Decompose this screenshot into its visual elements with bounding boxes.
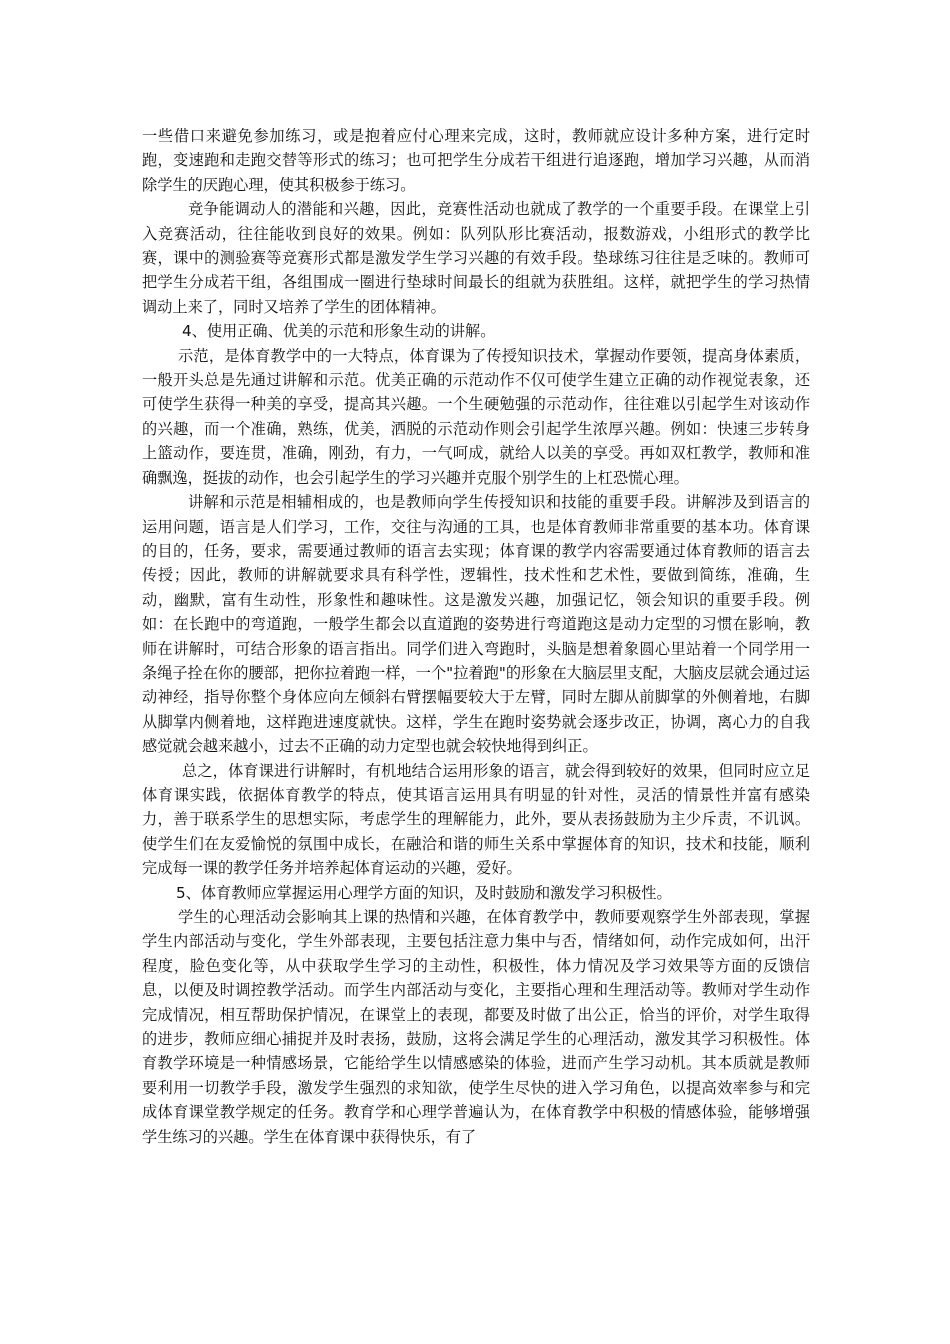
document-body [142,124,810,1149]
paragraph-6: 学生的心理活动会影响其上课的热情和兴趣，在体育教学中，教师要观察学生外部表现，掌握学生内部活动与变化，学生外部表现，主要包括注意力集中与否，情绪如何，动作完成如何，出汗程度，脸色变化等，从中获取学生学习的主动性，积极性，体力情况及学习效果等方面的反馈信息，以便及时调控教学活动。而学生内部活动与变化，主要指心理和生理活动等。教师对学生动作完成情况，相互帮助保护情况，在课堂上的表现，都要及时做了出公正，恰当的评价，对学生取得的进步，教师应细心捕捉并及时表扬，鼓励，这将会满足学生的心理活动，激发其学习积极性。体育教学环境是一种情感场景，它能给学生以情感感染的体验，进而产生学习动机。其本质就是教师要利用一切教学手段，激发学生强烈的求知欲，使学生尽快的进入学习角色，以提高效率参与和完成体育课堂教学规定的任务。教育学和心理学普遍认为，在体育教学中积极的情感体验，能够增强学生练习的兴趣。学生在体育课中获得快乐，有了 [142,908,810,1146]
paragraph-5: 总之，体育课进行讲解时，有机地结合运用形象的语言，就会得到较好的效果，但同时应立足体育课实践，依据体育教学的特点，使其语言运用具有明显的针对性，灵活的情景性并富有感染力，善于联系学生的思想实际，考虑学生的理解能力，此外，要从表扬鼓励为主少斥责，不讥讽。使学生们在友爱愉悦的氛围中成长，在融洽和谐的师生关系中掌握体育的知识，技术和技能，顺利完成每一课的教学任务并培养起体育运动的兴趣，爱好。 [142,761,810,878]
section-heading-5: 5、体育教师应掌握运用心理学方面的知识，及时鼓励和激发学习积极性。 [176,883,672,902]
section-heading-4: 4、使用正确、优美的示范和形象生动的讲解。 [182,322,496,341]
paragraph-3: 示范，是体育教学中的一大特点，体育课为了传授知识技术，掌握动作要领，提高身体素质，一般开头总是先通过讲解和示范。优美正确的示范动作不仅可使学生建立正确的动作视觉表象，还可使学生获得一种美的享受，提高其兴趣。一个生硬勉强的示范动作，往往难以引起学生对该动作的兴趣，而一个准确，熟练，优美，洒脱的示范动作则会引起学生浓厚兴趣。例如：快速三步转身上篮动作，要连贯，准确，刚劲，有力，一气呵成，就给人以美的享受。再如双杠教学，教师和准确飘逸，挺拔的动作，也会引起学生的学习兴趣并克服个别学生的上杠恐慌心理。 [142,346,810,487]
paragraph-2: 竞争能调动人的潜能和兴趣，因此，竞赛性活动也就成了教学的一个重要手段。在课堂上引入竞赛活动，往往能收到良好的效果。例如：队列队形比赛活动，报数游戏，小组形式的教学比赛，课中的测验赛等竞赛形式都是激发学生学习兴趣的有效手段。垫球练习往往是乏味的。教师可把学生分成若干组，各组围成一圈进行垫球时间最长的组就为获胜组。这样，就把学生的学习热情调动上来了，同时又培养了学生的团体精神。 [142,200,810,316]
paragraph-1: 一些借口来避免参加练习，或是抱着应付心理来完成，这时，教师就应设计多种方案，进行定时跑，变速跑和走跑交替等形式的练习；也可把学生分成若干组进行追逐跑，增加学习兴趣，从而消除学生的厌跑心理，使其积极参于练习。 [142,127,810,194]
paragraph-4: 讲解和示范是相辅相成的，也是教师向学生传授知识和技能的重要手段。讲解涉及到语言的运用问题，语言是人们学习，工作，交往与沟通的工具，也是体育教师非常重要的基本功。体育课的目的，任务，要求，需要通过教师的语言去实现；体育课的教学内容需要通过体育教师的语言去传授；因此，教师的讲解就要求具有科学性，逻辑性，技术性和艺术性，要做到简练，准确，生动，幽默，富有生动性，形象性和趣味性。这是激发兴趣，加强记忆，领会知识的重要手段。例如：在长跑中的弯道跑，一般学生都会以直道跑的姿势进行弯道跑这是动力定型的习惯在影响，教师在讲解时，可结合形象的语言指出。同学们进入弯跑时，头脑是想着象圆心里站着一个同学用一条绳子拴在你的腰部，把你拉着跑一样，一个"拉着跑"的形象在大脑层里支配，大脑皮层就会通过运动神经，指导你整个身体应向左倾斜右臂摆幅要较大于左臂，同时左脚从前脚掌的外侧着地，右脚从脚掌内侧着地，这样跑进速度就快。这样，学生在跑时姿势就会逐步改正，协调，离心力的自我感觉就会越来越小，过去不正确的动力定型也就会较快地得到纠正。 [142,493,810,756]
